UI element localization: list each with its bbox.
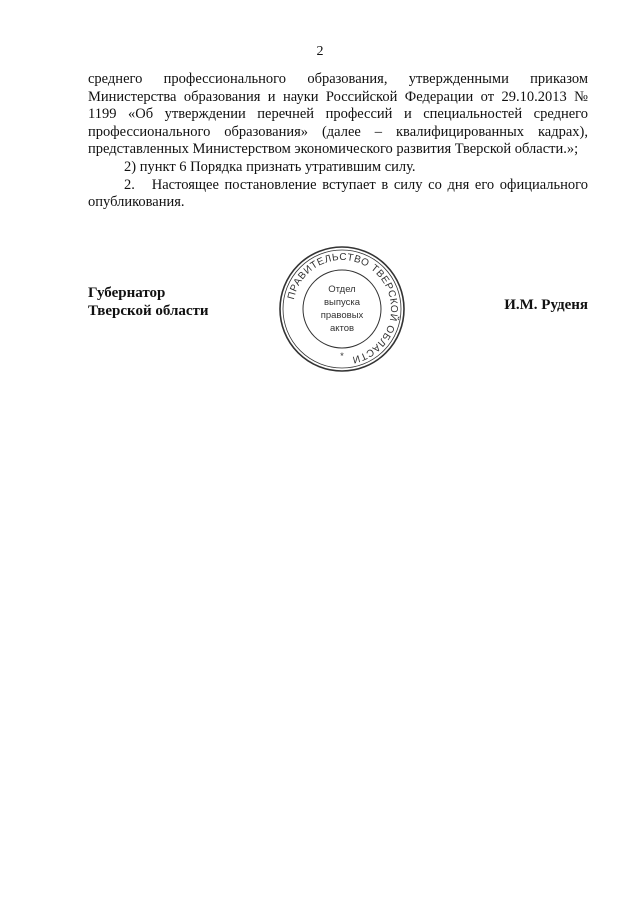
signatory-position-line-2: Тверской области: [88, 303, 209, 319]
official-seal-graphic: [277, 244, 407, 374]
page-number: 2: [316, 44, 324, 59]
paragraph-effective-date: 2. Настоящее постановление вступает в силу со дня его официального опубликования.: [88, 176, 592, 211]
seal-ring-text: ПРАВИТЕЛЬСТВО ТВЕРСКОЙ ОБЛАСТИ: [285, 251, 400, 365]
seal-center-line-3: правовых: [320, 310, 364, 321]
paragraph-continuation: среднего профессионального образования, утвержденными приказом Министерства образования и науки Российской Федерации от 29.10.2013 № 1199 «Об утверждении перечней профессий и специальностей среднего профессионального образования» (далее – квалифицированных кадрах), представленных Министерством экономического развития Тверской области.»;: [88, 71, 588, 158]
seal-center-line-4: актов: [329, 323, 355, 334]
official-seal: [277, 244, 407, 374]
seal-center-line-1: Отдел: [328, 284, 356, 295]
signatory-position: [88, 284, 209, 320]
seal-center-line-2: выпуска: [323, 297, 361, 308]
paragraph-item-2: 2) пункт 6 Порядка признать утратившим силу.: [124, 158, 416, 175]
signatory-position-line-1: Губернатор: [88, 285, 166, 301]
seal-star-icon: *: [340, 351, 344, 362]
signatory-name: И.М. Руденя: [504, 297, 588, 313]
document-body: [88, 71, 592, 212]
seal-inner-ring: [303, 270, 381, 348]
